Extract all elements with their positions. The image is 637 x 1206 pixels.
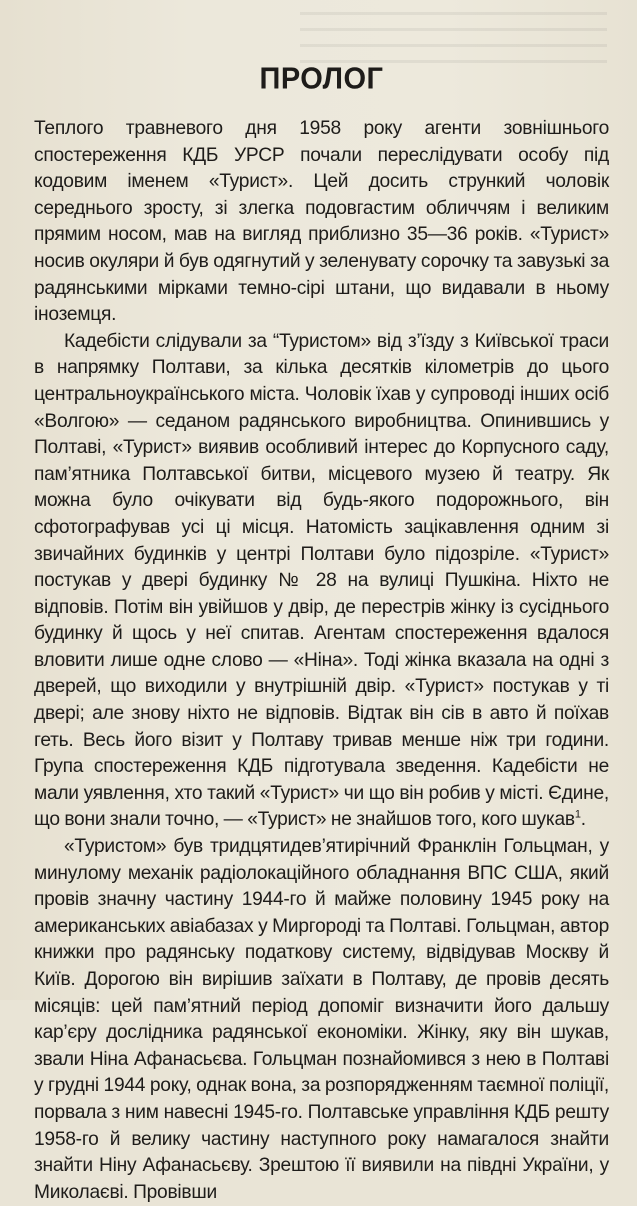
paragraph-1 — [34, 116, 609, 329]
paragraph-3 — [34, 834, 609, 1206]
paragraph-3-text: «Туристом» був тридцятидев’ятирічний Франклін Гольцман, у минулому механік радіолокаційного обладнання ВПС США, який провів значну частину 1944-го й майже половину 1945 року на американських авіабазах у Миргороді та Полтаві. Гольцман, автор книжки про радянську податкову систему, відвідував Москву й Київ. Дорогою він вирішив заїхати в Полтаву, де провів десять місяців: цей пам’ятний період допоміг визначити його дальшу кар’єру дослідника радянської економіки. Жінку, яку він шукав, звали Ніна Афанасьєва. Гольцман познайомився з нею в Полтаві у грудні 1944 року, однак вона, за розпорядженням таємної поліції, порвала з ним навесні 1945-го. Полтавське управління КДБ решту 1958-го й велику частину наступного року намагалося знайти знайти Ніну Афанасьєву. Зрештою її виявили на півдні України, у Миколаєві. Провівши — [34, 836, 609, 1203]
footnote-marker[interactable]: 1 — [574, 809, 581, 822]
body-text — [34, 116, 609, 1206]
paragraph-1-text: Теплого травневого дня 1958 року агенти зовнішнього спостереження КДБ УРСР почали переслідувати особу під кодовим іменем «Турист». Цей досить стрункий чоловік середнього зросту, зі злегка подовгастим обличчям і великим прямим носом, мав на вигляд приблизно 35—36 років. «Турист» носив окуляри й був одягнутий у зеленувату сорочку та завузькі за радянськими мірками темно-сірі штани, що видавали в ньому іноземця. — [34, 118, 609, 326]
paragraph-2-text: Кадебісти слідували за “Туристом» від з’їзду з Київської траси в напрямку Полтави, за кілька десятків кілометрів до цього центральноукраїнського міста. Чоловік їхав у супроводі інших осіб «Волгою» — седаном радянського виробництва. Опинившись у Полтаві, «Турист» виявив особливий інтерес до Корпусного саду, пам’ятника Полтавської битви, місцевого музею й театру. Як можна було очікувати від будь-якого подорожнього, він сфотографував усі ці місця. Натомість зацікавлення одним зі звичайних будинків у центрі Полтави було підозріле. «Турист» постукав у двері будинку № 28 на вулиці Пушкіна. Ніхто не відповів. Потім він увійшов у двір, де перестрів жінку із сусіднього будинку й щось у неї спитав. Агентам спостереження вдалося вловити лише одне слово — «Ніна». Тоді жінка вказала на одні з дверей, що виходили у внутрішній двір. «Турист» постукав у ті двері; але знову ніхто не відповів. Відтак він сів в авто й поїхав геть. Весь його візит у Полтаву тривав менше ніж три години. Група спостереження КДБ підготувала зведення. Кадебісти не мали уявлення, хто такий «Турист» чи що він робив у місті. Єдине, що вони знали точно, — «Турист» не знайшов того, кого шукав — [34, 330, 609, 831]
paragraph-2: Кадебісти слідували за “Туристом» від з’їзду з Київської траси в напрямку Полтави, за кілька десятків кілометрів до цього центральноукраїнського міста. Чоловік їхав у супроводі інших осіб «Волгою» — седаном радянського виробництва. Опинившись у Полтаві, «Турист» виявив особливий інтерес до Корпусного саду, пам’ятника Полтавської битви, місцевого музею й театру. Як можна було очікувати від будь-якого подорожнього, він сфотографував усі ці місця. Натомість зацікавлення одним зі звичайних будинків у центрі Полтави було підозріле. «Турист» постукав у двері будинку № 28 на вулиці Пушкіна. Ніхто не відповів. Потім він увійшов у двір, де перестрів жінку із сусіднього будинку й щось у неї спитав. Агентам спостереження вдалося вловити лише одне слово — «Ніна». Тоді жінка вказала на одні з дверей, що виходили у внутрішній двір. «Турист» постукав у ті двері; але знову ніхто не відповів. Відтак він сів в авто й поїхав геть. Весь його візит у Полтаву тривав менше ніж три години. Група спостереження КДБ підготувала зведення. Кадебісти не мали уявлення, хто такий «Турист» чи що він робив у місті. Єдине, що вони знали точно, — «Турист» не знайшов того, кого шукав$^1$. — [34, 330, 609, 831]
chapter-title: ПРОЛОГ — [259, 62, 384, 96]
